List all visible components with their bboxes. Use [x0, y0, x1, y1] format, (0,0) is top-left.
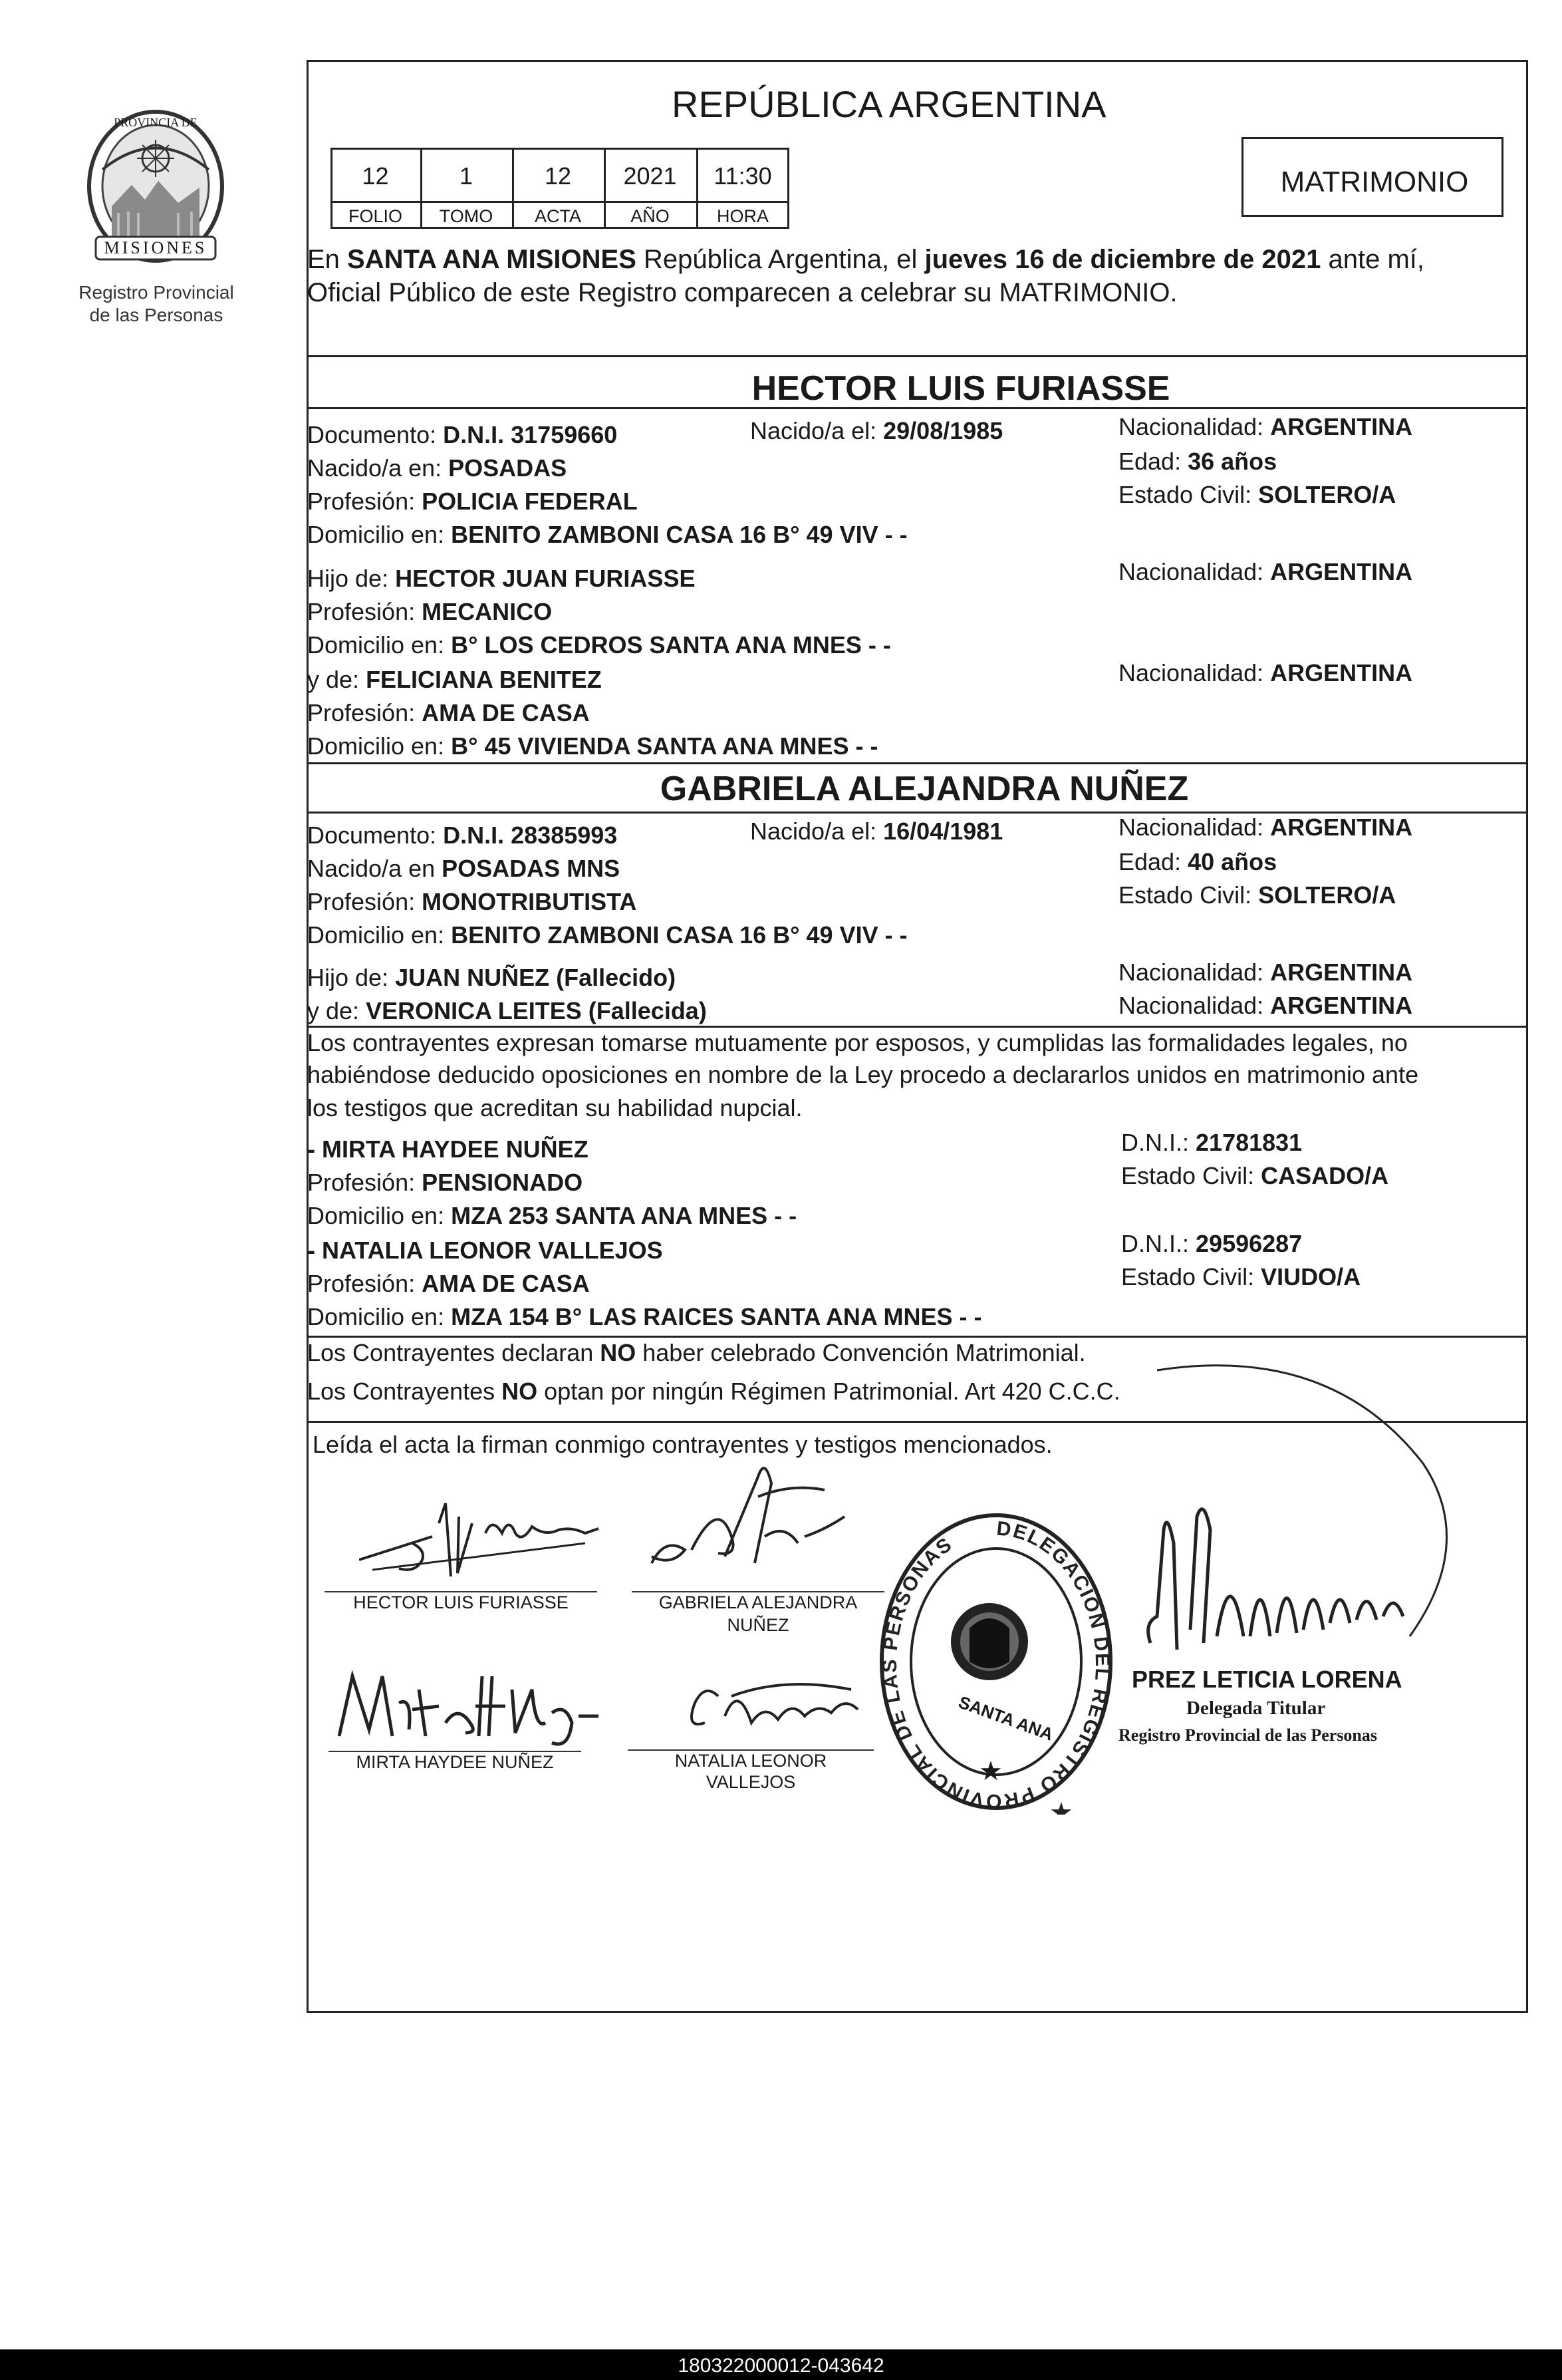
field-label: Nacido/a en: — [307, 454, 442, 482]
field-value: MZA 253 SANTA ANA MNES - - — [451, 1202, 797, 1229]
tomo-label: TOMO — [439, 206, 493, 226]
field-value: BENITO ZAMBONI CASA 16 B° 49 VIV - - — [451, 521, 908, 548]
doc-type-label: MATRIMONIO — [1280, 166, 1469, 198]
field-label: Nacionalidad: — [1118, 959, 1264, 986]
convention-text: Los Contrayentes declaran — [307, 1339, 600, 1366]
field-value: 29596287 — [1196, 1230, 1303, 1257]
field-value: SOLTERO/A — [1258, 881, 1396, 909]
intro-place: SANTA ANA MISIONES — [347, 245, 636, 274]
groom-signature — [359, 1497, 612, 1603]
field-label: Estado Civil: — [1118, 881, 1252, 909]
tomo-value: 1 — [459, 162, 473, 190]
field-label: Nacido/a el: — [750, 818, 877, 845]
bride-documento — [307, 823, 617, 847]
field-value: MECANICO — [422, 598, 553, 625]
field-label: Profesión: — [307, 888, 416, 915]
field-label: Profesión: — [307, 1169, 416, 1196]
field-label: y de: — [307, 997, 360, 1024]
divider — [307, 1336, 1528, 1338]
field-value: D.N.I. 28385993 — [443, 821, 618, 849]
svg-text:★: ★ — [1049, 1798, 1073, 1815]
field-label: Profesión: — [307, 488, 416, 515]
field-label: Hijo de: — [307, 964, 389, 991]
field-label: Edad: — [1118, 848, 1182, 875]
field-value: HECTOR JUAN FURIASSE — [395, 565, 696, 592]
groom-nacido-el — [750, 419, 1003, 443]
seal-text-top: PROVINCIA DE — [114, 116, 197, 129]
official-name: PREZ LETICIA LORENA — [1132, 1666, 1402, 1693]
witness-2-signature — [665, 1663, 891, 1756]
witness-2-signature-label-1: NATALIA LEONOR — [674, 1751, 827, 1771]
convention-text: haber celebrado Convención Matrimonial. — [636, 1339, 1086, 1366]
bride-nacido-en — [307, 857, 620, 881]
convention-no: NO — [501, 1378, 538, 1405]
field-value: B° 45 VIVIENDA SANTA ANA MNES - - — [451, 732, 878, 760]
divider — [307, 407, 1528, 409]
field-label: Hijo de: — [307, 565, 389, 592]
groom-estado-civil — [1118, 483, 1396, 507]
witness-2-dni — [1121, 1232, 1302, 1256]
field-value: 16/04/1981 — [883, 818, 1003, 845]
witness-2-signature-label-2: VALLEJOS — [706, 1772, 796, 1792]
field-label: Estado Civil: — [1121, 1263, 1255, 1290]
field-label: Documento: — [307, 421, 437, 448]
bride-signature — [625, 1457, 864, 1590]
bride-nacido-el — [750, 819, 1003, 843]
bride-padre-nacionalidad — [1118, 961, 1412, 984]
divider — [307, 762, 1528, 764]
witness-1-dni — [1121, 1131, 1302, 1155]
field-value: MONOTRIBUTISTA — [422, 888, 637, 915]
field-value: POSADAS MNS — [442, 855, 620, 882]
acta-value: 12 — [544, 162, 572, 190]
groom-nacionalidad — [1118, 415, 1412, 439]
footer-code: 180322000012-043642 — [678, 2355, 884, 2377]
doc-type-box — [1241, 137, 1503, 217]
groom-madre-domicilio — [307, 734, 878, 758]
groom-nacido-en — [307, 456, 567, 480]
footer-bar — [0, 2349, 1562, 2380]
registry-divider — [330, 201, 789, 203]
field-value: MZA 154 B° LAS RAICES SANTA ANA MNES - - — [451, 1303, 982, 1330]
field-value: BENITO ZAMBONI CASA 16 B° 49 VIV - - — [451, 921, 908, 949]
field-value: 36 años — [1188, 448, 1277, 475]
field-label: y de: — [307, 666, 360, 693]
field-value: JUAN NUÑEZ (Fallecido) — [395, 964, 676, 991]
witness-2-profesion — [307, 1272, 590, 1296]
hora-label: HORA — [716, 206, 769, 226]
declaration-line-1: Los contrayentes expresan tomarse mutuamente por esposos, y cumplidas las formalidades legales, no — [307, 1029, 1408, 1056]
field-value: ARGENTINA — [1270, 959, 1413, 986]
groom-madre-nacionalidad — [1118, 661, 1412, 685]
anio-value: 2021 — [623, 162, 677, 190]
logo-caption-1: Registro Provincial — [78, 282, 234, 303]
intro-line-2: Oficial Público de este Registro comparecen a celebrar su MATRIMONIO. — [307, 278, 1178, 307]
bride-edad — [1118, 850, 1277, 874]
bride-domicilio — [307, 923, 908, 947]
groom-documento — [307, 423, 617, 447]
registry-table — [330, 148, 789, 229]
field-label: Domicilio en: — [307, 1202, 445, 1229]
field-value: 40 años — [1188, 848, 1277, 875]
convention-text: Los Contrayentes — [307, 1378, 502, 1405]
witness-2-estado-civil — [1121, 1265, 1361, 1289]
intro-date: jueves 16 de diciembre de 2021 — [924, 245, 1321, 274]
bride-name-heading: GABRIELA ALEJANDRA NUÑEZ — [660, 770, 1189, 808]
field-value: POLICIA FEDERAL — [422, 488, 638, 515]
stamp-star-icon: ★ — [979, 1757, 1003, 1786]
country-title: REPÚBLICA ARGENTINA — [672, 83, 1106, 125]
intro-text: ante mí, — [1321, 245, 1425, 274]
field-label: Nacionalidad: — [1118, 558, 1264, 585]
field-label: Estado Civil: — [1121, 1162, 1255, 1189]
closing-text: Leída el acta la firman conmigo contrayentes y testigos mencionados. — [313, 1431, 1053, 1458]
anio-label: AÑO — [630, 206, 670, 226]
field-value: AMA DE CASA — [422, 1270, 590, 1297]
witness-2-name — [307, 1239, 663, 1263]
field-label: Nacido/a en — [307, 855, 436, 882]
field-value: - MIRTA HAYDEE NUÑEZ — [307, 1135, 588, 1163]
declaration-line-2: habiéndose deducido oposiciones en nombre de la Ley procedo a declararlos unidos en matrimonio ante — [307, 1061, 1419, 1088]
bride-estado-civil — [1118, 883, 1396, 907]
folio-label: FOLIO — [348, 206, 402, 226]
field-label: Estado Civil: — [1118, 481, 1252, 508]
stamp-ring-text: DELEGACION DEL REGISTRO PROVINCIAL DE LAS PERSONAS — [878, 1517, 1114, 1813]
field-label: Documento: — [307, 821, 437, 849]
field-value: D.N.I. 31759660 — [443, 421, 618, 448]
groom-profesion — [307, 490, 638, 514]
bride-nacionalidad — [1118, 816, 1412, 839]
field-label: Domicilio en: — [307, 631, 445, 659]
field-label: Domicilio en: — [307, 921, 445, 949]
official-signature — [1137, 1490, 1450, 1663]
field-value: ARGENTINA — [1270, 814, 1413, 841]
field-value: 29/08/1985 — [883, 417, 1003, 444]
field-label: Profesión: — [307, 1270, 416, 1297]
provincial-logo — [78, 106, 233, 273]
field-value: VIUDO/A — [1261, 1263, 1361, 1290]
groom-edad — [1118, 450, 1277, 474]
divider — [307, 1026, 1528, 1028]
witness-1-estado-civil — [1121, 1164, 1388, 1188]
field-value: PENSIONADO — [422, 1169, 583, 1196]
field-label: Nacionalidad: — [1118, 992, 1264, 1019]
field-label: Profesión: — [307, 598, 416, 625]
field-value: SOLTERO/A — [1258, 481, 1396, 508]
declaration-line-3: los testigos que acreditan su habilidad nupcial. — [307, 1094, 803, 1121]
groom-name-heading: HECTOR LUIS FURIASSE — [751, 369, 1170, 408]
field-value: - NATALIA LEONOR VALLEJOS — [307, 1237, 663, 1264]
official-office: Registro Provincial de las Personas — [1118, 1725, 1378, 1745]
field-label: Domicilio en: — [307, 1303, 445, 1330]
official-title: Delegada Titular — [1186, 1698, 1326, 1719]
field-value: 21781831 — [1196, 1129, 1303, 1156]
witness-2-domicilio — [307, 1305, 982, 1329]
field-label: Nacionalidad: — [1118, 659, 1264, 686]
logo-caption-2: de las Personas — [89, 305, 223, 325]
bride-madre — [307, 999, 707, 1023]
groom-madre — [307, 668, 602, 692]
field-label: Nacionalidad: — [1118, 413, 1264, 440]
acta-label: ACTA — [534, 206, 581, 226]
field-value: CASADO/A — [1261, 1162, 1389, 1189]
field-label: Nacionalidad: — [1118, 814, 1264, 841]
witness-1-signature — [332, 1650, 612, 1756]
witness-1-signature-label: MIRTA HAYDEE NUÑEZ — [356, 1752, 554, 1772]
field-label: Profesión: — [307, 699, 416, 726]
groom-domicilio — [307, 523, 908, 547]
field-value: ARGENTINA — [1270, 558, 1413, 585]
folio-value: 12 — [362, 162, 389, 190]
field-value: POSADAS — [448, 454, 567, 482]
field-label: Domicilio en: — [307, 732, 445, 760]
field-label: Edad: — [1118, 448, 1182, 475]
intro-line-1 — [307, 246, 1424, 273]
field-value: VERONICA LEITES (Fallecida) — [366, 997, 707, 1024]
bride-signature-label-2: NUÑEZ — [727, 1615, 789, 1635]
groom-padre — [307, 567, 695, 591]
field-value: AMA DE CASA — [422, 699, 590, 726]
groom-signature-label: HECTOR LUIS FURIASSE — [353, 1592, 569, 1612]
witness-1-name — [307, 1137, 588, 1161]
convention-no: NO — [600, 1339, 636, 1366]
groom-padre-nacionalidad — [1118, 560, 1412, 584]
stamp-inner-text: SANTA ANA — [956, 1692, 1057, 1745]
field-value: ARGENTINA — [1270, 659, 1413, 686]
seal-text-bottom: MISIONES — [104, 238, 207, 257]
hora-value: 11:30 — [714, 162, 772, 190]
field-label: D.N.I.: — [1121, 1230, 1190, 1257]
convention-text: optan por ningún Régimen Patrimonial. Art 420 C.C.C. — [537, 1378, 1120, 1405]
field-label: D.N.I.: — [1121, 1129, 1190, 1156]
convention-line-2 — [307, 1380, 1120, 1404]
field-value: B° LOS CEDROS SANTA ANA MNES - - — [451, 631, 891, 659]
witness-1-domicilio — [307, 1204, 797, 1228]
divider — [307, 355, 1528, 357]
field-value: ARGENTINA — [1270, 992, 1413, 1019]
field-label: Domicilio en: — [307, 521, 445, 548]
witness-1-profesion — [307, 1171, 583, 1195]
bride-padre — [307, 966, 676, 990]
field-value: FELICIANA BENITEZ — [366, 666, 602, 693]
convention-line-1 — [307, 1341, 1086, 1365]
bride-profesion — [307, 890, 636, 914]
bride-madre-nacionalidad — [1118, 994, 1412, 1018]
groom-padre-domicilio — [307, 633, 891, 657]
field-value: ARGENTINA — [1270, 413, 1413, 440]
groom-madre-profesion — [307, 701, 590, 725]
intro-text: República Argentina, el — [636, 245, 925, 274]
intro-text: En — [307, 245, 348, 274]
groom-padre-profesion — [307, 600, 552, 624]
bride-signature-label-1: GABRIELA ALEJANDRA — [658, 1592, 858, 1612]
field-label: Nacido/a el: — [750, 417, 877, 444]
